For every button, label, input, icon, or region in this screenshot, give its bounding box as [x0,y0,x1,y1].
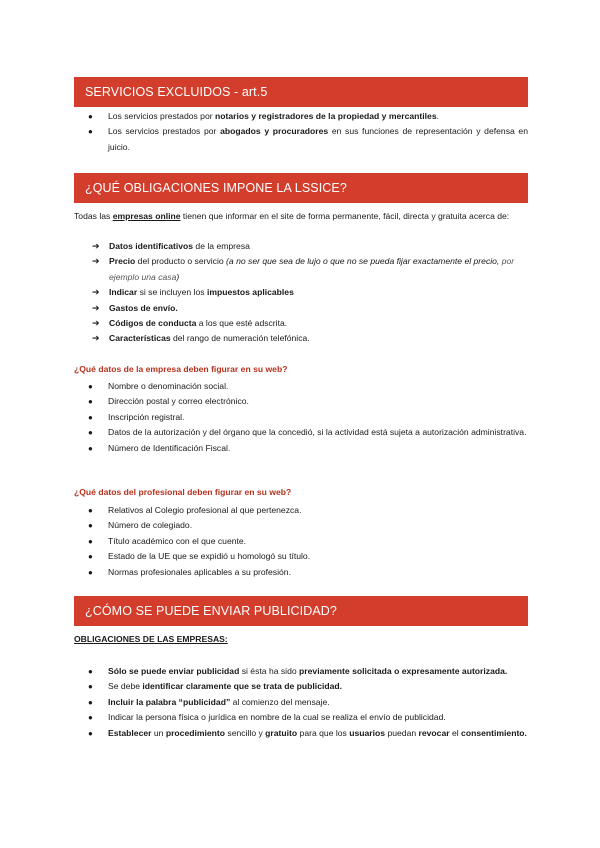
list-item: ● Título académico con el que cuente. [88,535,247,546]
company-question: ¿Qué datos de la empresa deben figurar en su web? [74,364,288,374]
list-item: ● Nombre o denominación social. [88,381,229,391]
excluded-list [88,109,528,155]
section-title: ¿CÓMO SE PUEDE ENVIAR PUBLICIDAD? [85,604,337,618]
section-banner-obligations [74,173,528,203]
list-item: ● Relativos al Colegio profesional al que pertenezca. [88,505,302,515]
list-item: ● Normas profesionales aplicables a su profesión. [88,566,291,577]
list-item: ● Número de colegiado. [88,520,193,531]
list-item: ● Los servicios prestados por notarios y registradores de la propiedad y mercantiles. [88,111,439,121]
list-item: ● Estado de la UE que se expidió u homologó su título. [88,551,311,562]
list-item: ● Dirección postal y correo electrónico. [88,396,249,407]
obligations-heading: OBLIGACIONES DE LAS EMPRESAS: [74,634,228,644]
list-item: ● Establecer un procedimiento sencillo y gratuito para que los usuarios puedan revocar el consentimiento. [88,727,527,738]
company-list [88,379,528,456]
list-item: ➔ Datos identificativos de la empresa [92,241,250,251]
professional-list [88,503,528,580]
list-item: ● Inscripción registral. [88,411,185,422]
list-item: ➔ Características del rango de numeración telefónica. [92,333,310,344]
section-title: SERVICIOS EXCLUIDOS - art.5 [85,85,268,99]
list-item: ➔ Indicar si se incluyen los impuestos aplicables [92,287,294,298]
list-item: ● Sólo se puede enviar publicidad si ésta ha sido previamente solicitada o expresamente autorizada. [88,666,508,676]
list-item: ➔ Precio del producto o servicio (a no ser que sea de lujo o que no se pueda fijar exactamente el precio, por ejemplo una casa) [92,256,515,282]
list-item: ● Se debe identificar claramente que se trata de publicidad. [88,681,343,692]
list-item: ● Datos de la autorización y del órgano que la concedió, si la actividad está sujeta a autorización administrativa. [88,427,527,438]
intro-paragraph: Todas las empresas online tienen que informar en el site de forma permanente, fácil, directa y gratuita acerca de: [74,211,510,221]
section-title: ¿QUÉ OBLIGACIONES IMPONE LA LSSICE? [85,181,347,195]
section-banner-excluded [74,77,528,107]
section-banner-advertising [74,596,528,626]
info-list [92,239,528,347]
list-item: ● Incluir la palabra “publicidad” al comienzo del mensaje. [88,696,330,707]
professional-question: ¿Qué datos del profesional deben figurar en su web? [74,487,292,497]
obligations-list [88,664,528,741]
list-item: ➔ Gastos de envío. [92,302,178,313]
list-item: ● Indicar la persona física o jurídica en nombre de la cual se realiza el envío de publicidad. [88,712,446,723]
list-item: ● Número de Identificación Fiscal. [88,442,231,453]
list-item: ● Los servicios prestados por abogados y procuradores en sus funciones de representación y defensa en juicio. [88,126,528,152]
list-item: ➔ Códigos de conducta a los que esté adscrita. [92,318,288,329]
